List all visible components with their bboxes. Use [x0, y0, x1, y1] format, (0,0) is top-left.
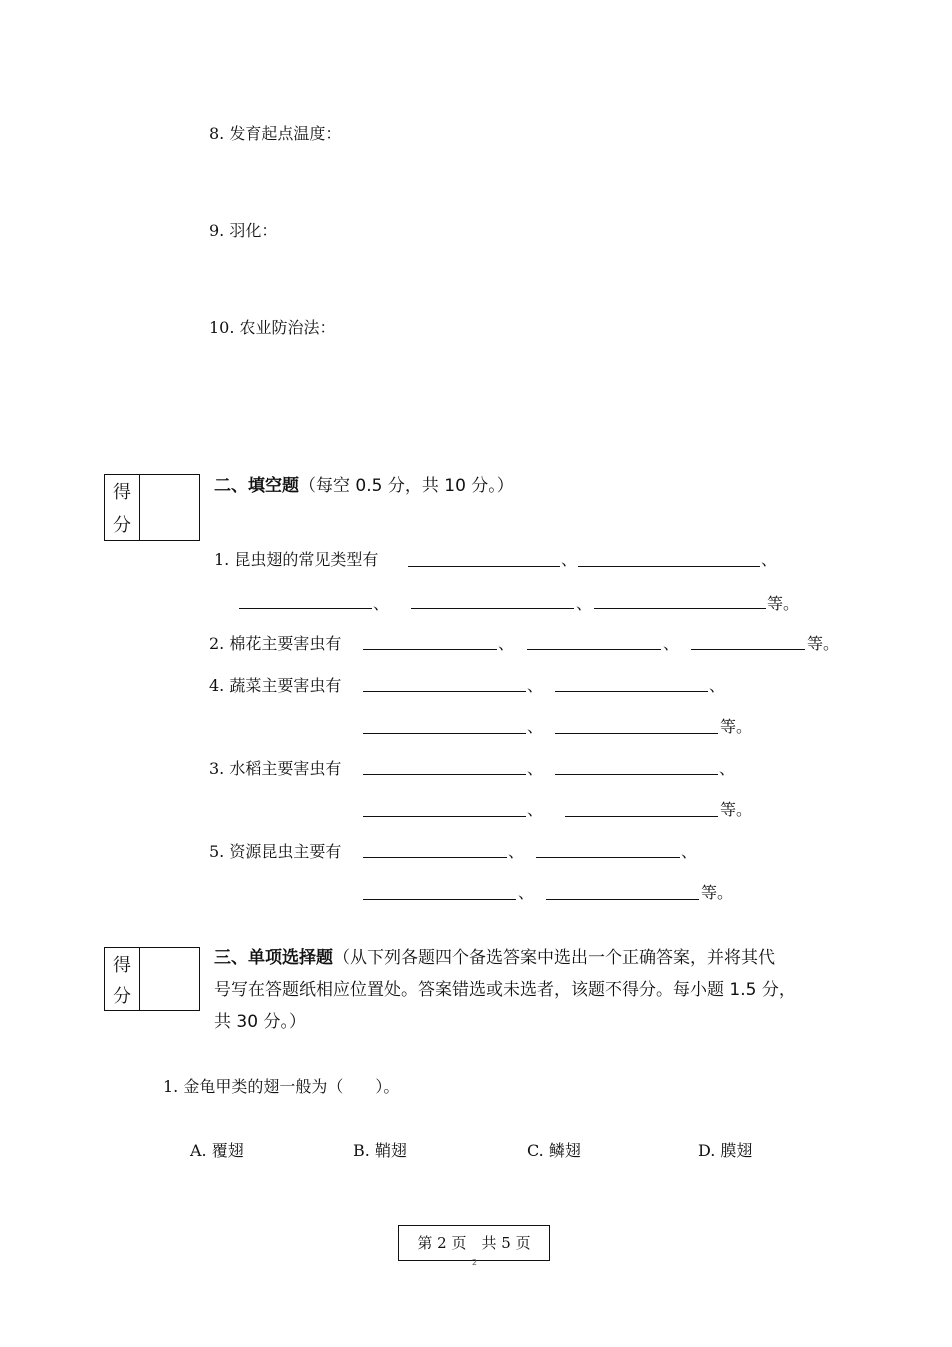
- score-label-de: 得: [113, 482, 131, 504]
- choice-q1-option-d[interactable]: D. 膜翅: [698, 1141, 753, 1160]
- separator: 、: [719, 759, 736, 778]
- fill-q2-prefix: 2. 棉花主要害虫有: [209, 634, 342, 653]
- fill-q4-blank-3[interactable]: [363, 733, 526, 734]
- definition-9: 9. 羽化：: [209, 221, 278, 240]
- page-number-mark: 2: [472, 1258, 478, 1267]
- separator: 、: [663, 634, 680, 653]
- separator: 、: [527, 800, 544, 819]
- fill-q4-end: 等。: [720, 717, 753, 736]
- fill-q1-blank-4[interactable]: [411, 608, 574, 609]
- fill-q1-prefix: 1. 昆虫翅的常见类型有: [214, 550, 379, 569]
- section-3-note-3: 共 30 分。）: [214, 1012, 306, 1032]
- section-2-heading: [214, 470, 514, 502]
- fill-q5-blank-4[interactable]: [546, 899, 699, 900]
- section-3-heading: [214, 942, 844, 1038]
- section-3-note-2: 号写在答题纸相应位置处。答案错选或未选者，该题不得分。每小题 1.5 分，: [214, 980, 796, 1000]
- separator: 、: [527, 759, 544, 778]
- fill-q4-blank-1[interactable]: [363, 691, 526, 692]
- fill-q5-blank-2[interactable]: [536, 857, 680, 858]
- section-3-note-1: （从下列各题四个备选答案中选出一个正确答案，并将其代: [333, 948, 775, 968]
- fill-q1-blank-2[interactable]: [578, 566, 760, 567]
- definition-8: 8. 发育起点温度：: [209, 124, 342, 143]
- page-number-box: 第 2 页 共 5 页: [398, 1225, 550, 1261]
- fill-q3-blank-1[interactable]: [363, 774, 526, 775]
- separator: 、: [518, 883, 535, 902]
- separator: 、: [527, 717, 544, 736]
- definition-10: 10. 农业防治法：: [209, 318, 336, 337]
- fill-q4-blank-4[interactable]: [555, 733, 718, 734]
- separator: 、: [576, 594, 593, 613]
- fill-q3-prefix: 3. 水稻主要害虫有: [209, 759, 342, 778]
- score-label-de: 得: [113, 954, 131, 976]
- fill-q3-blank-3[interactable]: [363, 816, 526, 817]
- fill-q5-blank-3[interactable]: [363, 899, 516, 900]
- section-2-title: 二、填空题: [214, 476, 299, 496]
- fill-q5-prefix: 5. 资源昆虫主要有: [209, 842, 342, 861]
- choice-q1-option-c[interactable]: C. 鳞翅: [527, 1141, 581, 1160]
- fill-q2-end: 等。: [807, 634, 840, 653]
- separator: 、: [508, 842, 525, 861]
- score-box-section-3: [104, 947, 200, 1011]
- fill-q1-blank-3[interactable]: [239, 608, 372, 609]
- fill-q5-blank-1[interactable]: [363, 857, 507, 858]
- score-cell[interactable]: [140, 475, 198, 540]
- separator: 、: [709, 676, 726, 695]
- separator: 、: [761, 550, 778, 569]
- fill-q4-prefix: 4. 蔬菜主要害虫有: [209, 676, 342, 695]
- fill-q1-end: 等。: [767, 594, 800, 613]
- score-cell[interactable]: [140, 948, 198, 1010]
- choice-q1-option-b[interactable]: B. 鞘翅: [353, 1141, 407, 1160]
- separator: 、: [681, 842, 698, 861]
- fill-q3-blank-2[interactable]: [555, 774, 718, 775]
- fill-q3-blank-4[interactable]: [565, 816, 718, 817]
- score-box-section-2: [104, 474, 200, 541]
- separator: 、: [498, 634, 515, 653]
- score-label-fen: 分: [113, 514, 131, 536]
- section-2-note: （每空 0.5 分，共 10 分。）: [299, 476, 514, 496]
- choice-q1-stem: 1. 金龟甲类的翅一般为（ ）。: [163, 1077, 400, 1096]
- separator: 、: [527, 676, 544, 695]
- separator: 、: [561, 550, 578, 569]
- fill-q3-end: 等。: [720, 800, 753, 819]
- fill-q1-blank-5[interactable]: [594, 608, 766, 609]
- fill-q5-end: 等。: [701, 883, 734, 902]
- separator: 、: [373, 594, 390, 613]
- fill-q2-blank-2[interactable]: [527, 649, 661, 650]
- fill-q2-blank-3[interactable]: [691, 649, 805, 650]
- fill-q4-blank-2[interactable]: [555, 691, 708, 692]
- section-3-title: 三、单项选择题: [214, 948, 333, 968]
- choice-q1-option-a[interactable]: A. 覆翅: [190, 1141, 244, 1160]
- fill-q2-blank-1[interactable]: [363, 649, 497, 650]
- fill-q1-blank-1[interactable]: [408, 566, 560, 567]
- score-label-fen: 分: [113, 985, 131, 1007]
